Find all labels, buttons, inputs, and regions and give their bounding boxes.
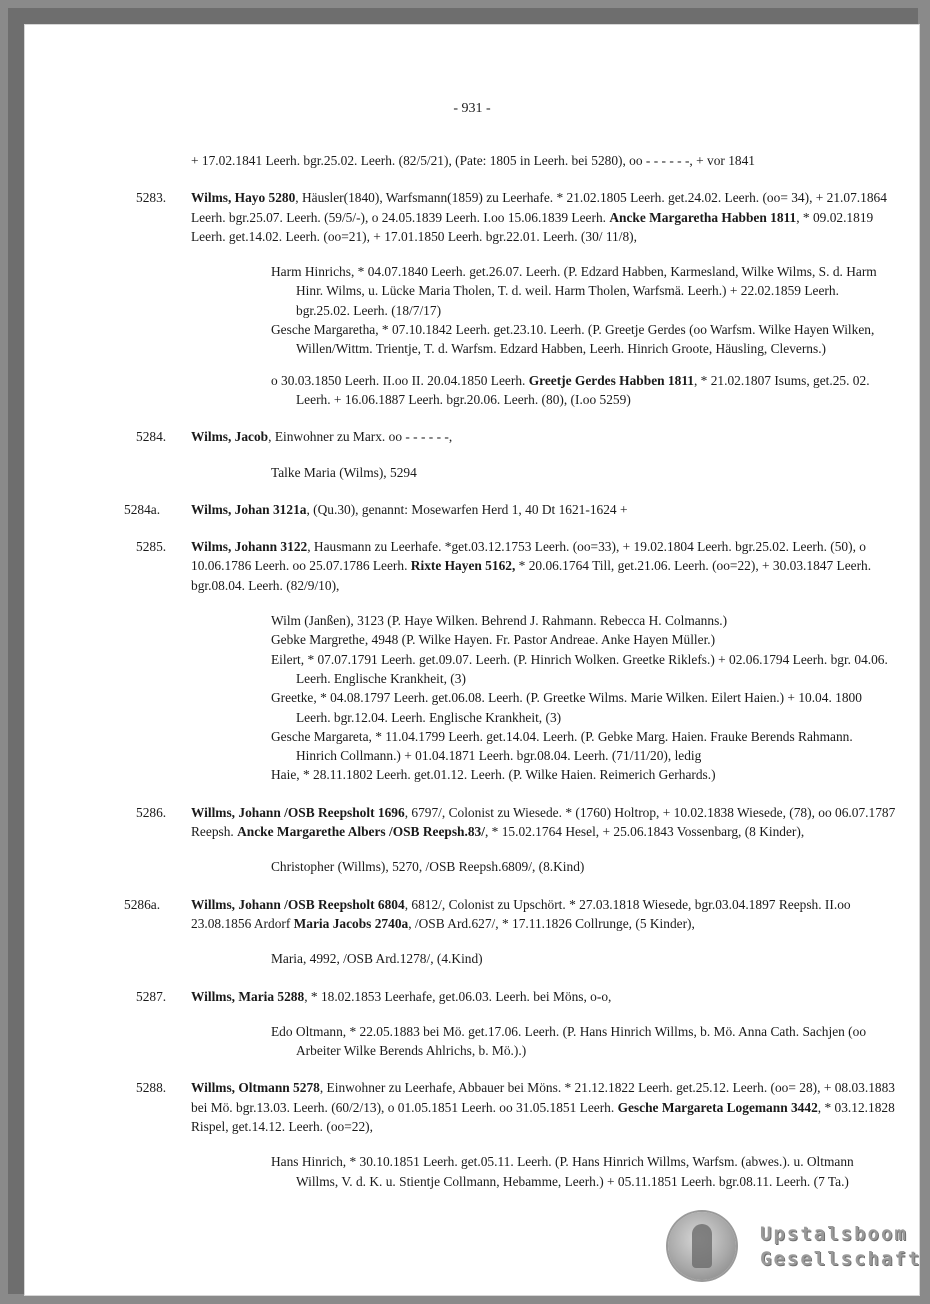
- logo-line-2: Gesellschaft: [760, 1248, 922, 1270]
- entry-details: * 20.06.1764 Till, get.21.06. Leerh. (oo=22), + 30.03.1847 Leerh. bgr.08.04. Leerh. (82/9/10),: [191, 558, 872, 593]
- entry-details: , 6812/, Colonist zu Upschört. * 27.03.1818 Wiesede, bgr.03.04.1897 Reepsh. II.oo 23.08.1856 Ardorf: [191, 896, 851, 931]
- entry-text: [191, 537, 896, 595]
- person-name: Willms, Johann /OSB Reepsholt 6804: [191, 896, 405, 912]
- entry-5285: [136, 537, 896, 785]
- entry-5288: [136, 1078, 896, 1190]
- seal-icon: [668, 1212, 736, 1280]
- child-item: Gesche Margareta, * 11.04.1799 Leerh. get.14.04. Leerh. (P. Gebke Marg. Haien. Frauke Berends Rahmann. Hinrich Collmann.) + 01.04.1871 Leerh. bgr.08.04. Leerh. (71/11/20), ledig: [271, 728, 853, 764]
- child-item: Gebke Margrethe, 4948 (P. Wilke Hayen. Fr. Pastor Andreae. Anke Hayen Müller.): [271, 632, 716, 648]
- entry-number: 5283.: [136, 190, 167, 206]
- entry-number: 5286a.: [124, 896, 161, 912]
- entry-text: [191, 895, 896, 934]
- entry-details: , 6797/, Colonist zu Wiesede. * (1760) Holtrop, + 10.02.1838 Wiesede, (78), oo 06.07.1787 Reepsh.: [191, 804, 896, 840]
- entry-number: 5288.: [136, 1080, 167, 1096]
- entry-number: 5284a.: [124, 501, 161, 517]
- entry-number: 5284.: [136, 429, 167, 445]
- entry-text: [191, 500, 896, 519]
- entry-details: , (Qu.30), genannt: Mosewarfen Herd 1, 40 Dt 1621-1624 +: [306, 501, 628, 517]
- marriage-details: o 30.03.1850 Leerh. II.oo II. 20.04.1850 Leerh.: [271, 372, 529, 388]
- person-name: Wilms, Hayo 5280: [191, 190, 296, 206]
- children-list: [191, 857, 896, 876]
- entry-number: 5285.: [136, 539, 167, 555]
- child-item: Wilm (Janßen), 3123 (P. Haye Wilken. Behrend J. Rahmann. Rebecca H. Colmanns.): [271, 613, 728, 629]
- child-item: Gesche Margaretha, * 07.10.1842 Leerh. get.23.10. Leerh. (P. Greetje Gerdes (oo Warfsm. Wilke Hayen Wilken, Willen/Wittm. Trientje, T. d. Warfsm. Edzard Habben, Leerh. Hinrich Groote, Häusling, Cleverns.): [271, 322, 875, 357]
- child-item: Talke Maria (Wilms), 5294: [271, 464, 417, 480]
- entry-details: , * 09.02.1819 Leerh. get.14.02. Leerh. (oo=21), + 17.01.1850 Leerh. bgr.22.01. Leerh. (30/ 11/8),: [191, 209, 874, 244]
- entry-5284a: [124, 500, 896, 519]
- child-item: Christopher (Willms), 5270, /OSB Reepsh.6809/, (8.Kind): [271, 859, 585, 875]
- spouse-name: Gesche Margareta Logemann 3442: [617, 1099, 818, 1115]
- document-page: [24, 24, 920, 1296]
- child-item: Harm Hinrichs, * 04.07.1840 Leerh. get.26.07. Leerh. (P. Edzard Habben, Karmesland, Wilke Wilms, S. d. Harm Hinr. Wilms, u. Lücke Maria Tholen, T. d. weil. Harm Tholen, Warfsmä. Leerh.) + 22.02.1859 Leerh. bgr.25.02. Leerh. (18/7/17): [271, 264, 877, 318]
- page-frame: [8, 8, 922, 1294]
- entry-5283: [136, 188, 896, 409]
- child-item: Edo Oltmann, * 22.05.1883 bei Mö. get.17.06. Leerh. (P. Hans Hinrich Willms, b. Mö. Anna Cath. Sachjen (oo Arbeiter Wilke Berends Ahlrichs, b. Mö.).): [271, 1023, 867, 1059]
- child-item: Hans Hinrich, * 30.10.1851 Leerh. get.05.11. Leerh. (P. Hans Hinrich Willms, Warfsm. (abwes.). u. Oltmann Willms, V. d. K. u. Stientje Collmann, Hebamme, Leerh.) + 05.11.1851 Leerh. bgr.08.11. Leerh. (7 Ta.): [271, 1154, 854, 1189]
- page-number: - 931 -: [453, 101, 491, 116]
- entry-details: , * 18.02.1853 Leerhafe, get.06.03. Leerh. bei Möns, o-o,: [304, 988, 612, 1004]
- children-list: [191, 1152, 896, 1191]
- continuation-line: + 17.02.1841 Leerh. bgr.25.02. Leerh. (82/5/21), (Pate: 1805 in Leerh. bei 5280), oo - - - - - -, + vor 1841: [191, 153, 755, 168]
- logo-text: [760, 1222, 921, 1272]
- entry-details: , Hausmann zu Leerhafe. *get.03.12.1753 Leerh. (oo=33), + 19.02.1804 Leerh. bgr.25.02. Leerh. (50), o 10.06.1786 Leerh. oo 25.07.1786 Leerh.: [191, 539, 866, 574]
- entry-text: [191, 427, 896, 446]
- spouse-name: Ancke Margaretha Habben 1811: [609, 209, 797, 225]
- children-list: [191, 1022, 896, 1061]
- spouse-name: Greetje Gerdes Habben 1811: [528, 372, 694, 388]
- spouse-name: Maria Jacobs 2740a: [293, 915, 409, 931]
- children-list: [191, 949, 896, 968]
- entry-details: , /OSB Ard.627/, * 17.11.1826 Collrunge, (5 Kinder),: [408, 915, 695, 931]
- entry-details: , * 03.12.1828 Rispel, get.14.12. Leerh. (oo=22),: [191, 1099, 895, 1134]
- child-item: Haie, * 28.11.1802 Leerh. get.01.12. Leerh. (P. Wilke Haien. Reimerich Gerhards.): [271, 767, 716, 783]
- entry-text: [191, 987, 896, 1006]
- entry-5284: [136, 427, 896, 482]
- entry-number: 5286.: [136, 804, 167, 820]
- person-name: Wilms, Johann 3122: [191, 539, 308, 555]
- spouse-name: Rixte Hayen 5162,: [410, 558, 516, 574]
- child-item: Eilert, * 07.07.1791 Leerh. get.09.07. Leerh. (P. Hinrich Wolken. Greetke Riklefs.) + 02.06.1794 Leerh. bgr. 04.06. Leerh. Englische Krankheit, (3): [271, 651, 888, 686]
- entry-5286a: [124, 895, 896, 969]
- entry-text: [191, 803, 896, 842]
- entry-text: [191, 1078, 896, 1136]
- person-name: Willms, Oltmann 5278: [191, 1080, 320, 1096]
- marriage-details: , * 21.02.1807 Isums, get.25. 02. Leerh. + 16.06.1887 Leerh. bgr.20.06. Leerh. (80), (I.oo 5259): [296, 372, 870, 407]
- children-list: [191, 262, 896, 409]
- children-list: [191, 611, 896, 785]
- entry-text: [191, 188, 896, 246]
- child-item: Maria, 4992, /OSB Ard.1278/, (4.Kind): [271, 951, 483, 967]
- spouse-name: Ancke Margarethe Albers /OSB Reepsh.83/: [237, 824, 485, 840]
- entry-details: , Einwohner zu Leerhafe, Abbauer bei Möns. * 21.12.1822 Leerh. get.25.12. Leerh. (oo= 28), + 08.03.1883 bei Mö. bgr.13.03. Leerh. (60/2/13), o 01.05.1851 Leerh. oo 31.05.1851 Leerh.: [191, 1080, 895, 1115]
- second-marriage: [271, 371, 896, 410]
- person-name: Willms, Maria 5288: [191, 988, 305, 1004]
- person-name: Wilms, Jacob: [191, 429, 269, 445]
- entry-number: 5287.: [136, 988, 167, 1004]
- entry-details: , * 15.02.1764 Hesel, + 25.06.1843 Vossenbarg, (8 Kinder),: [484, 824, 805, 840]
- document-body: [124, 151, 896, 1191]
- child-item: Greetke, * 04.08.1797 Leerh. get.06.08. Leerh. (P. Greetke Wilms. Marie Wilken. Eilert Haien.) + 10.04. 1800 Leerh. bgr.12.04. Leerh. Englische Krankheit, (3): [271, 690, 862, 725]
- entry-details: , Häusler(1840), Warfsmann(1859) zu Leerhafe. * 21.02.1805 Leerh. get.24.02. Leerh. (oo= 34), + 21.07.1864 Leerh. bgr.25.07. Leerh. (59/5/-), o 24.05.1839 Leerh. I.oo 15.06.1839 Leerh.: [191, 190, 887, 225]
- society-logo: [668, 1212, 922, 1284]
- children-list: [191, 463, 896, 482]
- logo-line-1: Upstalsboom: [760, 1223, 908, 1245]
- entry-5287: [136, 987, 896, 1061]
- person-name: Wilms, Johan 3121a: [191, 501, 307, 517]
- person-name: Willms, Johann /OSB Reepsholt 1696: [191, 804, 405, 820]
- entry-5286: [136, 803, 896, 877]
- entry-details: , Einwohner zu Marx. oo - - - - - -,: [268, 429, 453, 445]
